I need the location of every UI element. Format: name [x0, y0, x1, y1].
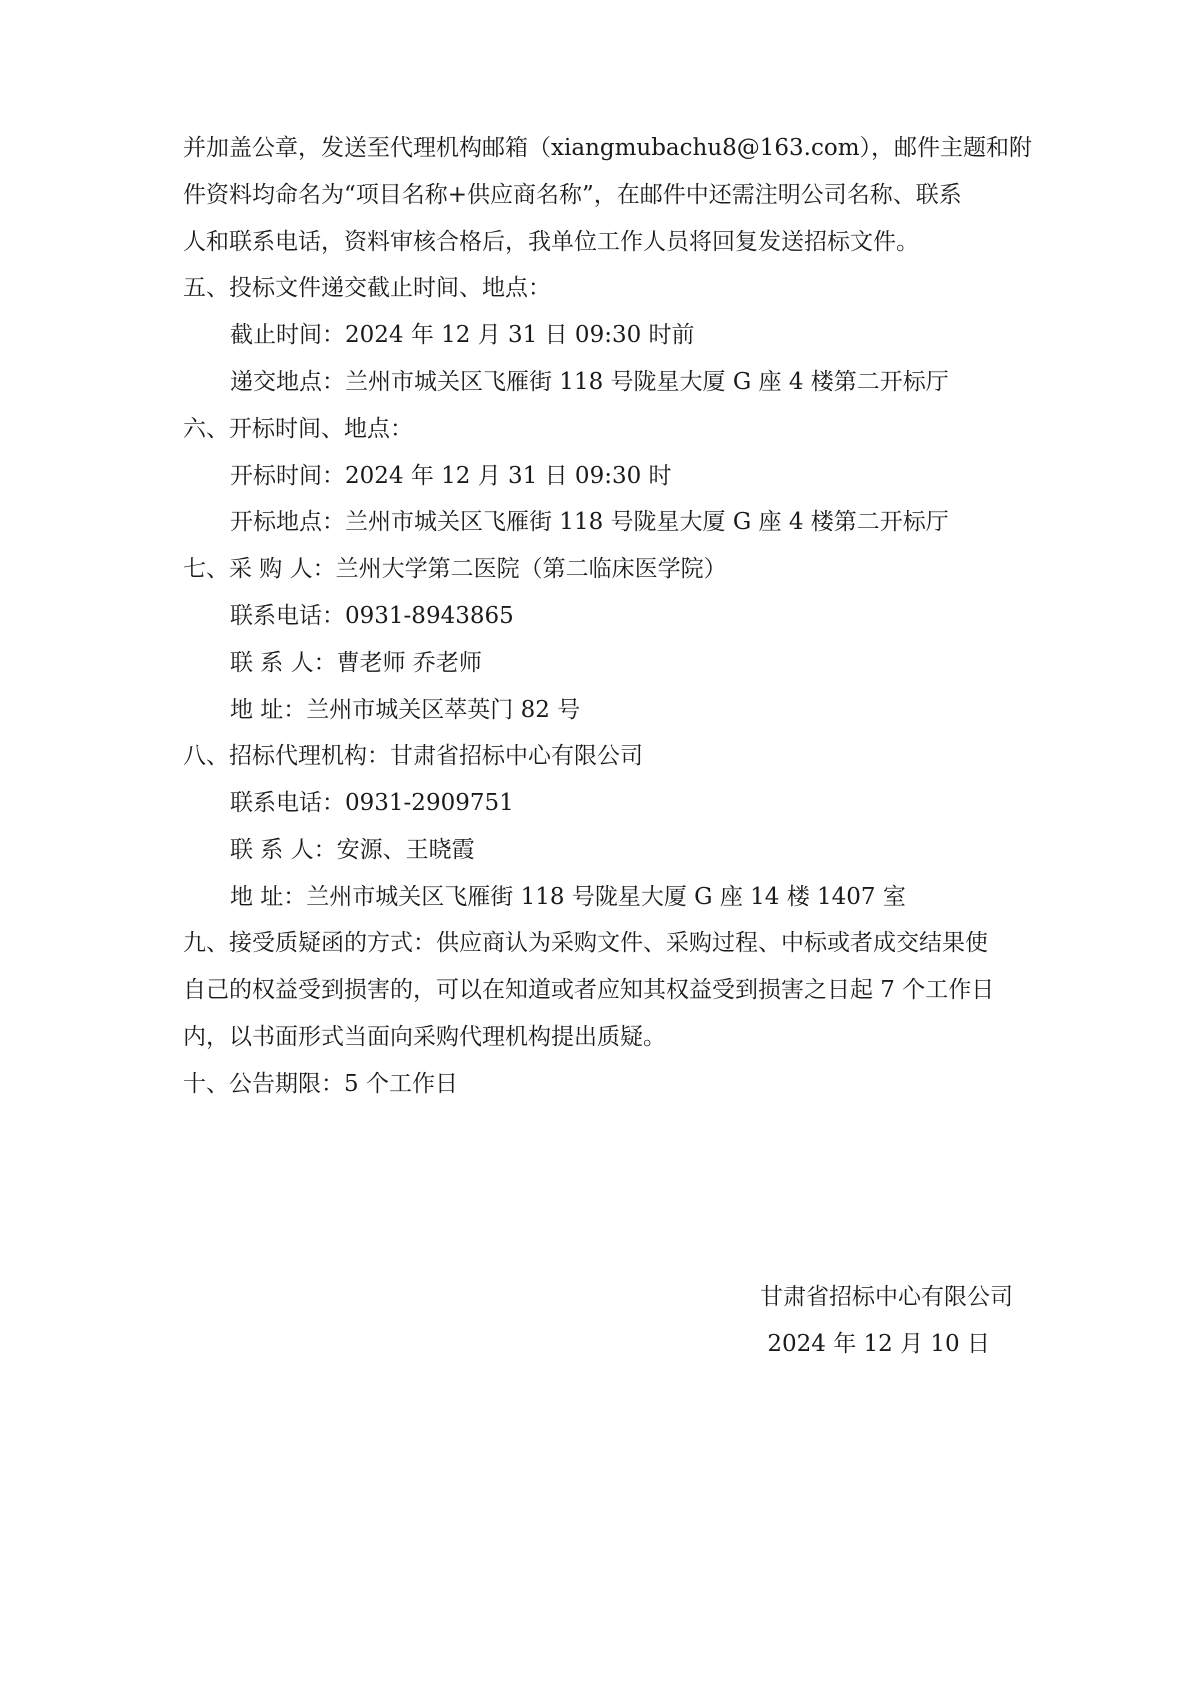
signature-date: 2024 年 12 月 10 日: [767, 1331, 990, 1357]
section-9-line-1: 九、接受质疑函的方式：供应商认为采购文件、采购过程、中标或者成交结果使: [183, 930, 988, 956]
intro-line-3: 人和联系电话，资料审核合格后，我单位工作人员将回复发送招标文件。: [183, 229, 919, 255]
purchaser-phone: 联系电话：0931-8943865: [230, 603, 514, 629]
agency-phone: 联系电话：0931-2909751: [230, 790, 514, 816]
section-5-heading: 五、投标文件递交截止时间、地点：: [183, 275, 551, 301]
intro-line-1: 并加盖公章，发送至代理机构邮箱（xiangmubachu8@163.com），邮件主题和附: [183, 135, 1033, 161]
agency-address: 地 址：兰州市城关区飞雁街 118 号陇星大厦 G 座 14 楼 1407 室: [230, 884, 906, 910]
section-10-notice-period: 十、公告期限：5 个工作日: [183, 1071, 458, 1097]
signature-org: 甘肃省招标中心有限公司: [760, 1284, 1013, 1310]
section-8-heading: 八、招标代理机构：甘肃省招标中心有限公司: [183, 743, 643, 769]
submission-place: 递交地点：兰州市城关区飞雁街 118 号陇星大厦 G 座 4 楼第二开标厅: [230, 369, 949, 395]
opening-time: 开标时间：2024 年 12 月 31 日 09:30 时: [230, 463, 672, 489]
purchaser-address: 地 址：兰州市城关区萃英门 82 号: [230, 697, 581, 723]
purchaser-contact: 联 系 人：曹老师 乔老师: [230, 650, 482, 676]
section-9-line-3: 内，以书面形式当面向采购代理机构提出质疑。: [183, 1024, 666, 1050]
section-7-heading: 七、采 购 人：兰州大学第二医院（第二临床医学院）: [183, 556, 727, 582]
section-9-line-2: 自己的权益受到损害的，可以在知道或者应知其权益受到损害之日起 7 个工作日: [183, 977, 995, 1003]
intro-line-2: 件资料均命名为“项目名称+供应商名称”，在邮件中还需注明公司名称、联系: [183, 182, 962, 208]
agency-contact: 联 系 人：安源、王晓霞: [230, 837, 475, 863]
submission-deadline: 截止时间：2024 年 12 月 31 日 09:30 时前: [230, 322, 695, 348]
section-6-heading: 六、开标时间、地点：: [183, 416, 413, 442]
opening-place: 开标地点：兰州市城关区飞雁街 118 号陇星大厦 G 座 4 楼第二开标厅: [230, 509, 949, 535]
